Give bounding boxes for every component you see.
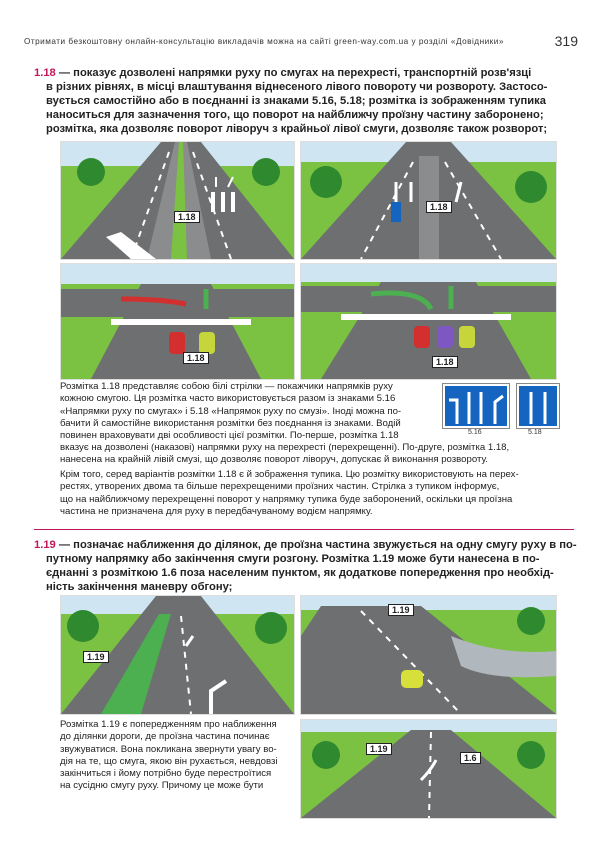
rule-118-line-1: — показує дозволені напрямки руху по смугах на перехресті, транспортній розв'язці: [55, 67, 532, 79]
rule-119-number: 1.19: [34, 539, 56, 551]
desc-line: Розмітка 1.18 представляє собою білі стрілки — покажчики напрямків руху: [60, 381, 393, 392]
sign-516-label: 5.16: [468, 429, 482, 436]
desc-line: до ділянки дороги, де проїзна частина починає: [60, 731, 270, 743]
sign-518-icon: [517, 384, 559, 428]
desc-line: Крім того, серед варіантів розмітки 1.18 є й зображення тупика. Цю розмітку використовують на перех-: [60, 469, 519, 480]
desc-line: рестях, утворених двома та більше перехрещеними проїзних частин. Стрілка з тупиком інформує,: [60, 481, 500, 493]
illustration-118-top-left: [60, 141, 295, 260]
desc-line: дія на те, що смуга, якою він рухається, невдовзі: [60, 755, 278, 767]
desc-line: на сусідню смугу руху. Причому це може бути: [60, 780, 264, 792]
illustration-119-left: [60, 595, 295, 715]
sign-516-icon: [443, 384, 509, 428]
marker-118-label-2: 1.18: [426, 201, 452, 213]
rule-118-line-5: розмітка, яка дозволяє поворот ліворуч з крайньої лівої смуги, дозволяє також розворот;: [46, 123, 548, 135]
marker-16-label: 1.6: [460, 752, 481, 764]
desc-line: звужуватися. Вона покликана звернути увагу во-: [60, 743, 277, 755]
rule-118-description-part2: [60, 442, 580, 467]
rule-118-line-4: наноситься для зазначення того, що поворот на найближчу проїзну частину заборонено;: [46, 109, 544, 121]
rule-119-line-1: — позначає наближення до ділянок, де проїзна частина звужується на одну смугу руху в по-: [55, 539, 577, 551]
illustration-119-right-bottom: [300, 719, 557, 819]
marker-119-label: 1.19: [83, 651, 109, 663]
rule-118-description-part1: [60, 381, 432, 442]
desc-line: Розмітка 1.19 є попередженням про наближення: [60, 719, 277, 730]
rule-119-line-2: путному напрямку або закінчення смуги розгону. Розмітка 1.19 може бути нанесена в по-: [46, 553, 540, 565]
illustration-118-intersection-right: [300, 263, 557, 380]
marker-118-label-4: 1.18: [432, 356, 458, 368]
rule-119-definition: [34, 538, 579, 594]
illustration-118-intersection-left: [60, 263, 295, 380]
desc-line: кожною смугою. Ця розмітка часто використовується разом із знаками 5.16: [60, 393, 396, 405]
illustration-118-top-right: [300, 141, 557, 260]
desc-line: закінчиться і йому потрібно буде перестроїтися: [60, 768, 272, 780]
rule-119-line-4: ність закінчення маневру обгону;: [46, 581, 233, 593]
sign-518-label: 5.18: [528, 429, 542, 436]
desc-line: частина не призначена для руху в передбачуваному водієм напрямку.: [60, 505, 373, 517]
desc-line: повинен враховувати дві особливості цієї розмітки. По-перше, розмітка 1.18: [60, 430, 399, 442]
desc-line: «Напрямки руху по смугах» і 5.18 «Напрямок руху по смузі». Іноді можна по-: [60, 405, 402, 417]
page-header: Отримати безкоштовну онлайн-консультацію викладачів можна на сайті green-way.com.ua у розділі «Довідники»: [24, 37, 504, 46]
desc-line: вказує на дозволені (наказові) напрямки руху на перехресті (перехрещенні). По-друге, розмітка 1.18,: [60, 442, 510, 453]
rule-118-number: 1.18: [34, 67, 56, 79]
section-divider: [34, 529, 574, 530]
desc-line: що на найближчому перехрещенні поворот у напрямку тупика буде заборонений, оскільки ця проїзна: [60, 493, 513, 505]
desc-line: нанесена на крайній лівій смузі, що дозволяє поворот ліворуч, допускає й виконання розвороту.: [60, 454, 488, 466]
rule-118-description-part3: [60, 469, 580, 518]
page-number: 319: [554, 33, 578, 49]
marker-119-label-2: 1.19: [388, 604, 414, 616]
rule-118-line-2: в різних рівнях, в місці влаштування віднесеного лівого повороту чи розвороту. Застосо-: [46, 81, 548, 93]
rule-119-description: [60, 719, 296, 793]
rule-119-line-3: єднанні з розміткою 1.6 поза населеним пунктом, як додаткове попередження про необхід-: [46, 567, 554, 579]
rule-118-definition: [34, 66, 579, 136]
desc-line: бачити й самостійне використання розмітки без поєднання із знаками. Водій: [60, 417, 401, 429]
marker-118-label-3: 1.18: [183, 352, 209, 364]
illustration-119-right-top: [300, 595, 557, 715]
rule-118-line-3: вується самостійно або в поєднанні із знаками 5.16, 5.18; розмітка із зображенням тупика: [46, 95, 546, 107]
marker-118-label: 1.18: [174, 211, 200, 223]
marker-119-label-3: 1.19: [366, 743, 392, 755]
